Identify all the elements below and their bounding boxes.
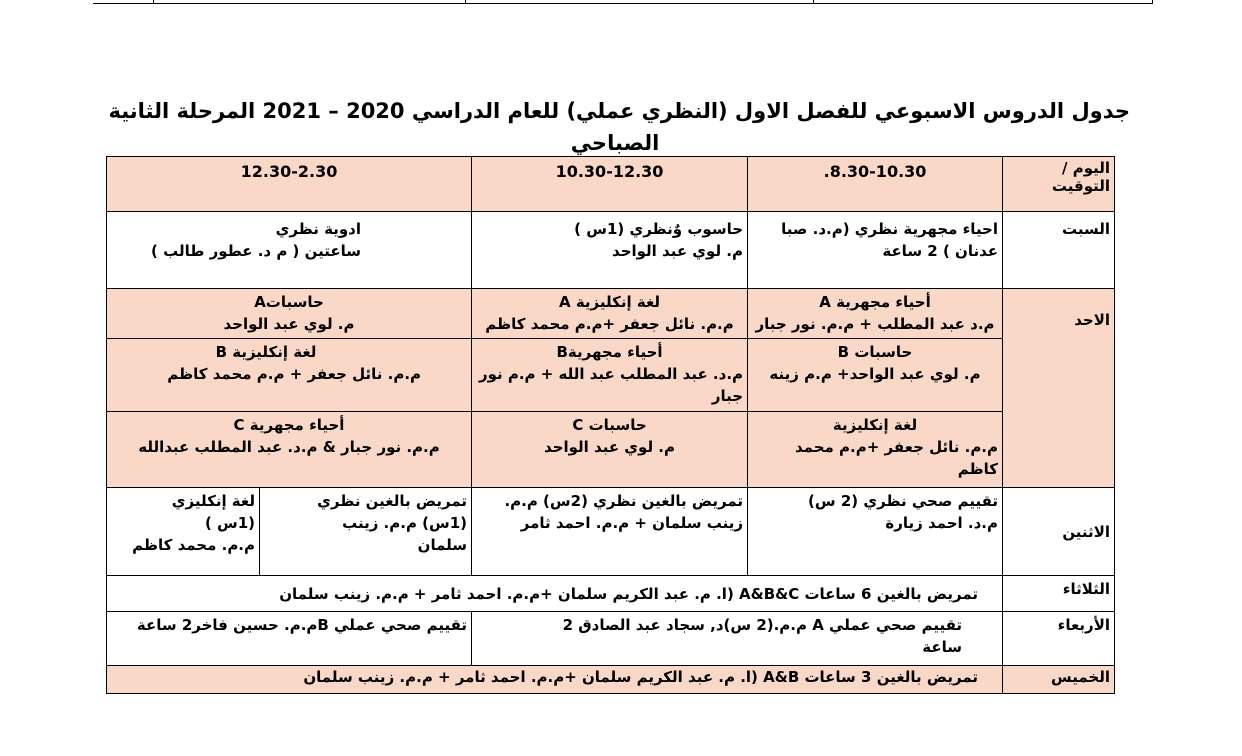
sunday-r3-slot-3 — [107, 412, 472, 488]
row-tuesday — [107, 576, 1115, 612]
cell-line: م.م. نور جبار & م.د. عبد المطلب عبدالله — [138, 438, 440, 456]
cell-line: م. لوي عبد الواحد+ م.م زينه — [769, 365, 981, 383]
cell-line: حاسبات B — [837, 343, 913, 361]
wednesday-group-b: تقييم صحي عملي Bم.م. حسين فاخر2 ساعة — [107, 612, 472, 666]
row-sunday-2 — [107, 339, 1115, 412]
sunday-r2-slot-1 — [748, 339, 1003, 412]
cell-line: م.م. نائل جعفر +م.م محمد كاظم — [794, 438, 999, 478]
day-sunday: الاحد — [1003, 289, 1115, 488]
day-thursday: الخميس — [1003, 666, 1115, 694]
cell-line: لغة إنكليزي — [171, 492, 256, 510]
sunday-r3-slot-2 — [472, 412, 748, 488]
cell-line: لغة إنكليزية A — [558, 293, 661, 311]
saturday-slot-1 — [748, 212, 1003, 289]
monday-slot-1 — [748, 488, 1003, 576]
cell-line: م. لوي عبد الواحد — [223, 315, 355, 333]
row-sunday-1 — [107, 289, 1115, 339]
header-slot-3: 12.30-2.30 — [107, 157, 472, 212]
row-thursday — [107, 666, 1115, 694]
cell-line: ساعة — [922, 638, 963, 656]
monday-slot-3a — [260, 488, 472, 576]
wednesday-group-a — [472, 612, 1003, 666]
cell-line: تمريض بالغين نظري (2س) م.م. — [504, 492, 744, 510]
saturday-slot-3 — [107, 212, 472, 289]
row-saturday — [107, 212, 1115, 289]
page-subtitle: الصباحي — [570, 131, 660, 155]
cell-line: سلمان — [417, 536, 468, 554]
cell-line: حاسوب وٌنظري (1س ) — [574, 220, 744, 238]
cell-line: لغة إنكليزية B — [215, 343, 317, 361]
cell-line: م.م. نائل جعفر + م.م محمد كاظم — [167, 365, 422, 383]
sunday-r1-slot-3 — [107, 289, 472, 339]
header-slot-2: 10.30-12.30 — [472, 157, 748, 212]
cell-line: حاسباتA — [254, 293, 324, 311]
top-border-line — [93, 0, 1153, 4]
cell-line: (1س ) — [204, 514, 256, 532]
day-tuesday: الثلاثاء — [1003, 576, 1115, 612]
sunday-r3-slot-1 — [748, 412, 1003, 488]
cell-line: أحياء مجهريةB — [556, 343, 663, 361]
header-slot-1: 8.30-10.30. — [748, 157, 1003, 212]
tuesday-slot-all: تمريض بالغين 6 ساعات A&B&C (ا. م. عبد الكريم سلمان +م.م. احمد ثامر + م.م. زينب سلمان — [107, 576, 1003, 612]
day-wednesday: الأربعاء — [1003, 612, 1115, 666]
sunday-r2-slot-2 — [472, 339, 748, 412]
schedule-table — [106, 156, 1115, 694]
cell-line: م.د. احمد زيارة — [885, 514, 999, 532]
sunday-r1-slot-1 — [748, 289, 1003, 339]
cell-line: أحياء مجهرية A — [819, 293, 931, 311]
cell-line: تقييم صحي نظري (2 س) — [808, 492, 999, 510]
top-border-tick — [153, 0, 154, 3]
cell-line: م.م. محمد كاظم — [132, 536, 256, 554]
day-monday: الاثنين — [1003, 488, 1115, 576]
cell-line: احياء مجهرية نظري (م.د. صبا — [781, 220, 999, 238]
cell-line: تقييم صحي عملي A م.م.(2 س)د, سجاد عبد الصادق 2 — [562, 616, 963, 634]
day-saturday: السبت — [1003, 212, 1115, 289]
cell-line: (1س) م.م. زينب — [342, 514, 468, 532]
cell-line: م. لوي عبد الواحد — [612, 242, 744, 260]
cell-line: أحياء مجهرية C — [233, 416, 345, 434]
row-sunday-3 — [107, 412, 1115, 488]
cell-line: ادوية نظري — [275, 220, 362, 238]
cell-line: م.د عبد المطلب + م.م. نور جبار — [755, 315, 995, 333]
cell-line: ساعتين ( م د. عطور طالب ) — [151, 242, 362, 260]
row-wednesday — [107, 612, 1115, 666]
page-title: جدول الدروس الاسبوعي للفصل الاول (النظري عملي) للعام الدراسي 2020 – 2021 المرحلة الثانية — [108, 99, 1130, 123]
cell-line: لغة إنكليزية — [832, 416, 918, 434]
saturday-slot-2 — [472, 212, 748, 289]
cell-line: تمريض بالغين نظري — [317, 492, 468, 510]
row-monday — [107, 488, 1115, 576]
sunday-r2-slot-3 — [107, 339, 472, 412]
monday-slot-3b — [107, 488, 260, 576]
cell-line: م.م. نائل جعفر +م.م محمد كاظم — [485, 315, 734, 333]
top-border-tick — [1152, 0, 1153, 3]
cell-line: م. لوي عبد الواحد — [544, 438, 675, 456]
cell-line: عدنان ) 2 ساعة — [882, 242, 999, 260]
thursday-slot-all: تمريض بالغين 3 ساعات A&B (ا. م. عبد الكريم سلمان +م.م. احمد ثامر + م.م. زينب سلمان — [107, 666, 1003, 694]
header-day-time: اليوم / التوقيت — [1003, 157, 1115, 212]
top-border-tick — [465, 0, 466, 3]
monday-slot-2 — [472, 488, 748, 576]
cell-line: م.د. عبد المطلب عبد الله + م.م نور جبار — [478, 365, 744, 405]
cell-line: زينب سلمان + م.م. احمد ثامر — [520, 514, 744, 532]
header-row — [107, 157, 1115, 212]
top-border-tick — [813, 0, 814, 3]
cell-line: حاسبات C — [572, 416, 647, 434]
sunday-r1-slot-2 — [472, 289, 748, 339]
